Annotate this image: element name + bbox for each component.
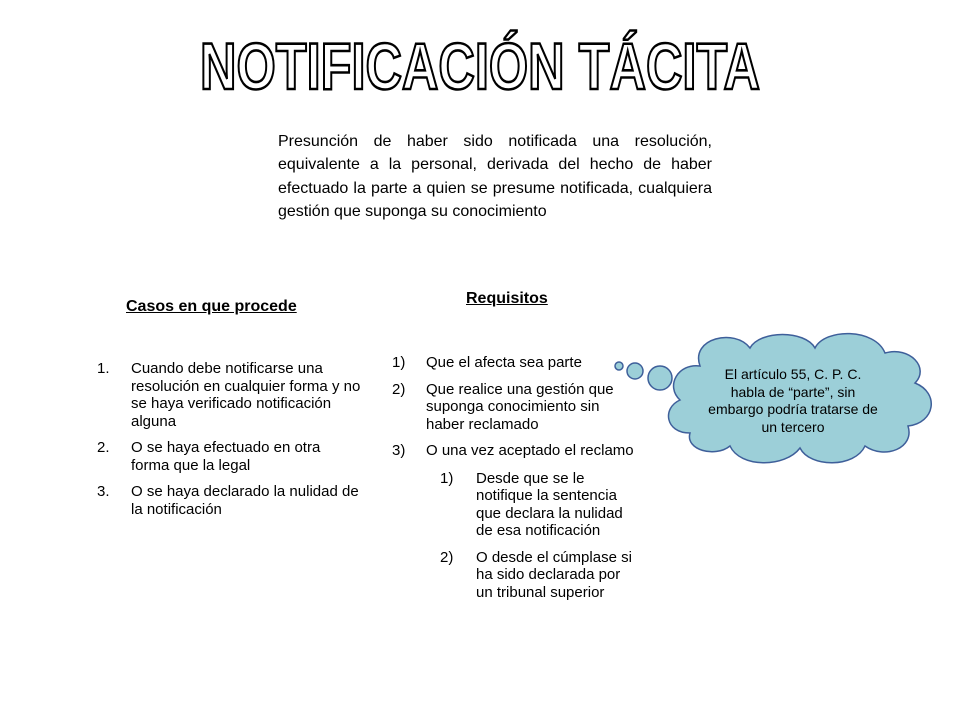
- item-number: 2): [440, 548, 454, 566]
- item-text: Desde que se le notifique la sentencia que declara la nulidad de esa notificación: [476, 469, 623, 539]
- casos-list: [97, 360, 362, 527]
- requisitos-list: [392, 354, 636, 610]
- item-number: 1): [440, 469, 454, 487]
- list-item: [392, 354, 636, 372]
- list-item: [97, 483, 362, 518]
- title-text: NOTIFICACIÓN TÁCITA: [200, 29, 760, 103]
- item-text: Que realice una gestión que suponga conocimiento sin haber reclamado: [426, 380, 614, 433]
- item-text: Cuando debe notificarse una resolución en cualquier forma y no se haya verificado notificación alguna: [131, 360, 361, 430]
- list-item: [440, 470, 636, 540]
- cloud-bubble-small: [615, 362, 623, 370]
- item-number: 2.: [97, 439, 110, 456]
- cloud-bubble-medium: [627, 363, 643, 379]
- item-number: 2): [392, 380, 406, 398]
- list-item: [97, 439, 362, 474]
- item-text: O desde el cúmplase si ha sido declarada por un tribunal superior: [476, 548, 632, 601]
- item-text: O se haya efectuado en otra forma que la legal: [131, 439, 321, 474]
- definition-text: Presunción de haber sido notificada una resolución, equivalente a la personal, derivada del hecho de haber efectuado la parte a quien se presume notificada, cualquiera gestión que suponga su conocimiento: [278, 133, 712, 221]
- item-number: 1.: [97, 360, 110, 377]
- requisitos-heading: Requisitos: [466, 290, 548, 307]
- item-number: 3): [392, 442, 406, 459]
- item-number: 3.: [97, 483, 110, 500]
- item-text: O se haya declarado la nulidad de la notificación: [131, 483, 359, 518]
- casos-heading: Casos en que procede: [126, 298, 297, 315]
- list-item: [97, 360, 362, 430]
- cloud-bubble-large: [648, 366, 672, 390]
- item-number: 1): [392, 354, 406, 371]
- cloud-note-text: El artículo 55, C. P. C. habla de “parte”, sin embargo podría tratarse de un tercero: [708, 366, 878, 435]
- list-item: [392, 381, 636, 434]
- slide-title: [190, 22, 790, 102]
- item-text: Que el afecta sea parte: [426, 354, 582, 371]
- list-item: [392, 442, 636, 460]
- list-item: [440, 549, 636, 602]
- requisitos-sublist: [440, 470, 636, 602]
- item-text: O una vez aceptado el reclamo: [426, 442, 634, 459]
